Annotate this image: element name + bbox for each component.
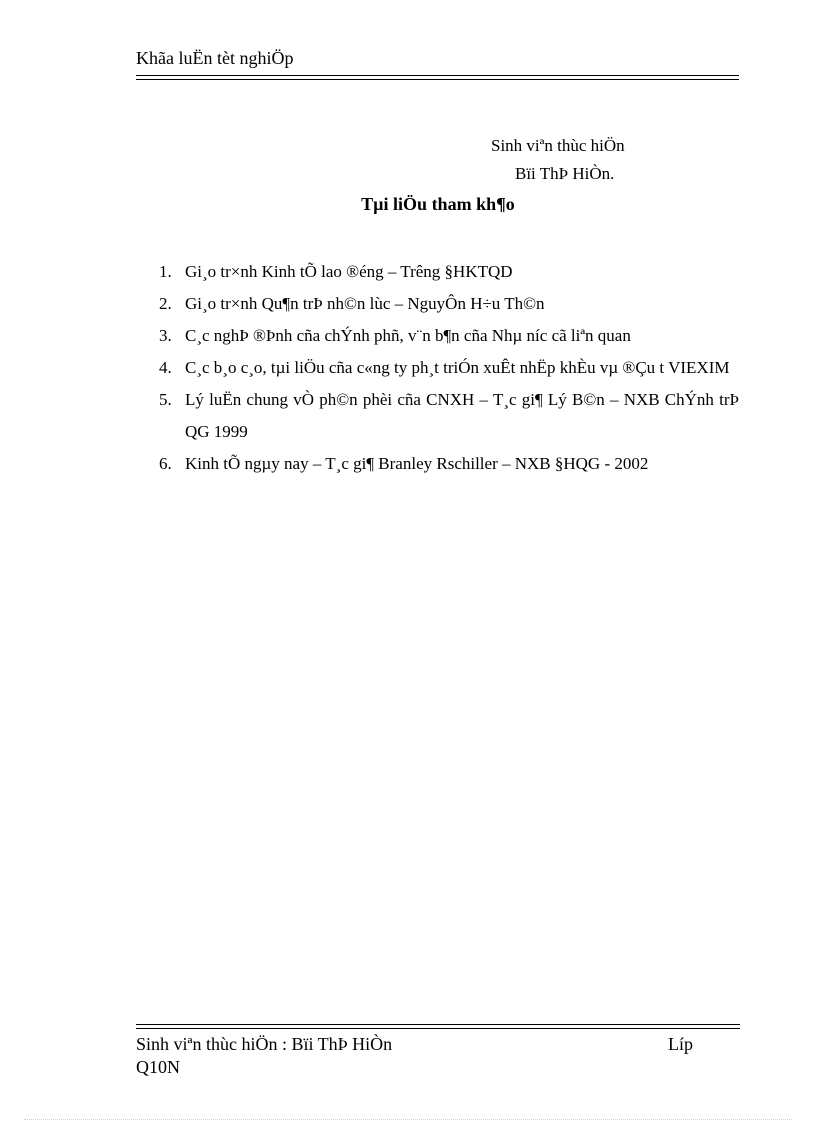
reference-text: Gi¸o tr×nh Qu¶n trÞ nh©n lùc – NguyÔn H÷u Th©n	[185, 294, 545, 313]
page-bottom-dotted-line	[24, 1119, 792, 1120]
reference-number: 2.	[159, 294, 172, 313]
references-title-row	[0, 194, 816, 215]
reference-item	[159, 320, 739, 352]
footer-divider-bottom	[136, 1028, 740, 1029]
reference-item	[159, 256, 739, 288]
reference-item	[159, 448, 739, 480]
reference-text: C¸c nghÞ ®Þnh cña chÝnh phñ, v¨n b¶n cña Nhµ níc cã liªn quan	[185, 326, 631, 345]
header-divider-bottom	[136, 79, 739, 80]
signer-role: Sinh viªn thùc hiÖn	[491, 136, 625, 155]
footer-student: Sinh viªn thùc hiÖn : Bïi ThÞ HiÒn	[136, 1034, 393, 1054]
reference-number: 3.	[159, 326, 172, 345]
page-header-title: Khãa luËn tèt nghiÖp	[136, 48, 294, 68]
reference-text: Lý luËn chung vÒ ph©n phèi cña CNXH – T¸c gi¶ Lý B©n – NXB ChÝnh trÞ QG 1999	[185, 390, 739, 441]
reference-item	[159, 384, 739, 448]
reference-number: 4.	[159, 358, 172, 377]
reference-number: 5.	[159, 390, 172, 409]
signer-block	[491, 132, 625, 188]
reference-item	[159, 352, 739, 384]
header-divider-top	[136, 75, 739, 76]
reference-item	[159, 288, 739, 320]
signer-name: Bïi ThÞ HiÒn.	[515, 164, 615, 183]
footer-class-label: Líp	[668, 1034, 693, 1054]
references-title: Tµi liÖu tham kh¶o	[361, 194, 515, 214]
footer-divider-top	[136, 1024, 740, 1025]
footer-class: Q10N	[136, 1057, 180, 1077]
reference-number: 6.	[159, 454, 172, 473]
reference-text: Gi¸o tr×nh Kinh tÕ lao ®éng – Trêng §HKTQD	[185, 262, 513, 281]
reference-number: 1.	[159, 262, 172, 281]
reference-text: Kinh tÕ ngµy nay – T¸c gi¶ Branley Rschiller – NXB §HQG - 2002	[185, 454, 649, 473]
reference-text: C¸c b¸o c¸o, tµi liÖu cña c«ng ty ph¸t triÓn xuÊt nhËp khÈu vµ ®Çu t VIEXIM	[185, 358, 730, 377]
footer-left	[136, 1033, 392, 1079]
reference-list	[159, 256, 739, 480]
